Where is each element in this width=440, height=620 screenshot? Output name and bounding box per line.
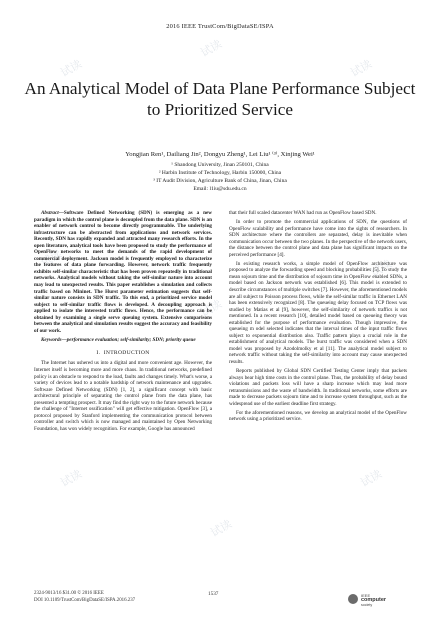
right-column <box>229 210 407 425</box>
watermark: 试读 <box>198 297 225 320</box>
watermark: 试读 <box>198 37 225 60</box>
computer-society-logo <box>348 593 404 607</box>
body-paragraph: Reports published by Global SDN Certified Testing Center imply that packets always bear high time costs in the control plane. Thus, the probability of delay bound violations and packets loss will have a sharp increase which may lead more retransmissions and the waste of bandwidth. In traditional networks, some efforts are made to decrease packets sojourn time and to increase system throughput, such as the widespread use of the earliest deadline first strategy. <box>229 368 407 407</box>
section-title: INTRODUCTION <box>103 349 150 356</box>
keywords-label: Keywords <box>41 337 62 344</box>
footer-doi: DOI 10.1109/TrustCom/BigDataSE/ISPA.2016.237 <box>34 597 136 603</box>
body-paragraph: For the aforementioned reasons, we develop an analytical model of the OpenFlow network using a prioritized service. <box>229 409 407 423</box>
body-paragraph: that their full scaled datacenter WAN had run as OpenFlow based SDN. <box>229 210 377 216</box>
abstract-text: Software Defined Networking (SDN) is emerging as a new paradigm in which the control plane is decoupled from the data plane. SDN is an enabler of network control to become directly programmable. The underlying infrastructure can be abstracted from applications and network services. Recently, SDN has rapidly expanded and attracted many research efforts. In the open literature, analytical tools have been proposed to study the performance of OpenFlow networks to meet the demands of the rapid development of commercial deployment. Jackson model is frequently employed to characterize the features of data plane forwarding. However, network traffic frequently exhibits self-similar characteristic that has been proven repeatedly in traditional networks. Analytical models without taking the self-similar nature into account may lead to unexpected results. This paper establishes a simulation and collects traffic based on Mininet. The Hurst parameter estimation suggests that self-similar nature consists in SDN traffic. To this end, a prioritized service model subject to self-similar traffic flows is developed. A decoupling approach is applied to isolate the interested traffic flows. Hence, the performance can be obtained by examining a single serve queuing system. Extensive comparisons between the analytical and simulation results suggest the accuracy and feasibility of our work. <box>34 210 212 334</box>
watermark: 试读 <box>368 257 395 280</box>
abstract: Abstract—Software Defined Networking (SDN) is emerging as a new paradigm in which the control plane is decoupled from the data plane. SDN is an enabler of network control to become directly programmable. The underlying infrastructure can be abstracted from applications and network services. Recently, SDN has rapidly expanded and attracted many research efforts. In the open literature, analytical tools have been proposed to study the performance of OpenFlow networks to meet the demands of the rapid development of commercial deployment. Jackson model is frequently employed to characterize the features of data plane forwarding. However, network traffic frequently exhibits self-similar characteristic that has been proven repeatedly in traditional networks. Analytical models without taking the self-similar nature into account may lead to unexpected results. This paper establishes a simulation and collects traffic based on Mininet. The Hurst parameter estimation suggests that self-similar nature consists in SDN traffic. To this end, a prioritized service model subject to self-similar traffic flows is developed. A decoupling approach is applied to isolate the interested traffic flows. Hence, the performance can be obtained by examining a single serve queuing system. Extensive comparisons between the analytical and simulation results suggest the accuracy and feasibility of our work. <box>34 210 212 334</box>
body-paragraph: The Internet has ushered us into a digital and more convenient age. However, the Internet itself is becoming more and more chaos. In traditional networks, predefined policy is an obstacle to respond to the load, faults and changes timely. What's worse, a variety of devices lead to a notable hardship of network maintenance and upgrades. Software Defined Networking (SDN) [1, 2], a significant concept with basic architectural principle of separating the control plane from the data plane, has presented a tempting prospect. It may find the right way to the future network because the challenge of "Internet ossification" will get effective mitigation. OpenFlow [3], a protocol proposed by Stanford implementing the communication protocol between controller and switch which is now managed and maintained by Open Networking Foundation, has won widely recognition. For example, Google has announced <box>34 360 212 432</box>
abstract-label: Abstract <box>41 210 59 216</box>
logo-mark-icon <box>348 594 358 604</box>
watermark: 试读 <box>208 517 235 540</box>
affiliation-line: ³ IT Audit Division, Agriculture Bank of China, Jinan, China <box>153 178 287 184</box>
logo-sub-text: society <box>361 603 373 607</box>
watermark: 试读 <box>38 247 65 270</box>
body-paragraph: In existing research works, a simple model of OpenFlow architecture was proposed to analyze the forwarding speed and blocking probabilities [5]. To study the mean sojourn time and the distribution of sojourn time in OpenFlow enabled SDNs, a model based on Jackson network was established [6]. This model is extended to describe circumstances of multiple switches [7]. However, the aforementioned models are all subject to Poisson process flows, while the self-similar traffic in Ethernet LAN has been extensively recognized [8]. The queueing delay focused on TCP flows was studied by Matias et al [9], however, the self-similarity of network traffics is not mentioned. In a recent research [10], detailed model based on queueing theory was established for the purpose of performance evaluation. Though impressive, the queueing m odel selected indicates that the interval times of the input traffic flows subject to exponential distribution also. Traffic pattern plays a crucial role in the establishment of analytical models. The burst traffic was considered when a SDN model was proposed by Azodolmolky et al [11]. The analytical model subject to network traffic without taking the self-similarity into account may cause unexpected results. <box>229 260 407 366</box>
watermark: 试读 <box>358 467 385 490</box>
affiliations <box>0 161 440 193</box>
page-number: 1537 <box>208 591 219 597</box>
affiliation-line: ¹ Shandong University, Jinan 250101, China <box>171 162 269 168</box>
logo-top-text: IEEE <box>361 593 371 598</box>
watermark: 试读 <box>58 57 85 80</box>
section-number: I. <box>96 349 101 356</box>
body-paragraph: In order to promote the commercial applications of SDN, the questions of OpenFlow scalability and performance have come into the sights of researchers. In SDN architecture where the controllers are separated, delay is inevitable when communication occur between the two planes. In the perspective of the network users, the distance between the control plane and data plane has significant impacts on the perceived performance [4]. <box>229 219 407 258</box>
footer-metadata <box>34 591 135 605</box>
logo-main-text: computer <box>361 597 387 603</box>
author-list: Yongjian Ren¹, Dailiang Jin², Dongyu Zheng¹, Lei Liu¹ ⁽³⁾, Xinjing Wei¹ <box>125 151 315 158</box>
keywords-text: performance evaluation; self-similarity; SDN; priority queue <box>66 337 196 344</box>
watermark: 试读 <box>58 467 85 490</box>
keywords: Keywords—performance evaluation; self-similarity; SDN; priority queue <box>41 337 196 344</box>
left-column <box>34 210 212 435</box>
affiliation-line: ² Harbin Institute of Technology, Harbin 150000, China <box>158 170 282 176</box>
conference-header: 2016 IEEE TrustCom/BigDataSE/ISPA <box>166 23 274 30</box>
paper-title: An Analytical Model of Data Plane Performance Subject to Prioritized Service <box>24 79 416 119</box>
watermark: 试读 <box>348 57 375 80</box>
contact-email: Email: l1iu@sdu.edu.cn <box>193 186 247 192</box>
section-heading <box>34 350 212 357</box>
footer-isbn: 2324-9013/16 $31.00 © 2016 IEEE <box>34 591 104 596</box>
